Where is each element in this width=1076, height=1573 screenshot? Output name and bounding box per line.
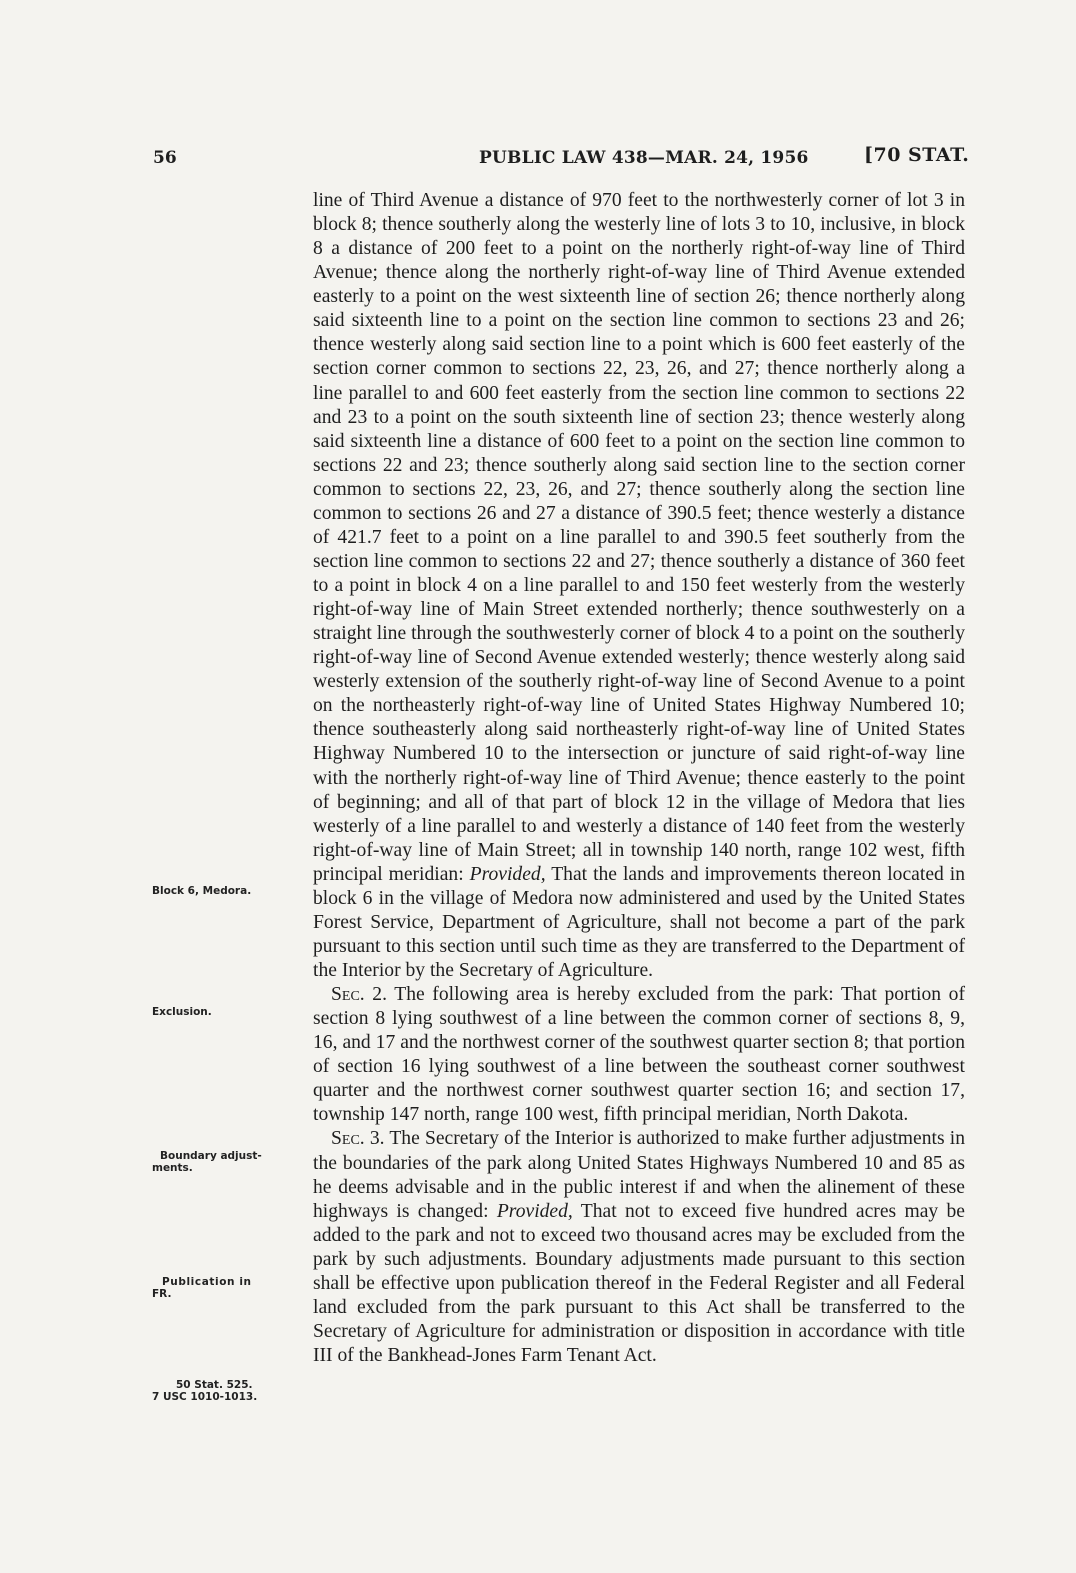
block6-proviso-text: That the lands and improvements thereon located in block 6 in the village of Medora now administered and used by the United States Forest Service, Department of Agriculture, shall not become a part of the park pursuant to this section until such time as they are transferred to the Department of the Interior by the Secretary of Agriculture. <box>313 863 965 981</box>
section-2 <box>313 983 965 1127</box>
margin-note-exclusion: Exclusion. <box>152 1006 212 1018</box>
statute-body <box>313 189 965 1368</box>
section-3-proviso-text: That not to exceed five hundred acres may be added to the park and not to exceed two thousand acres may be excluded from the park by such adjustments. Boundary adjustments made pursuant to this section shall be effective upon publication thereof in the Federal Register and all Federal land excluded from the park pursuant to this Act shall be transferred to the Secretary of Agriculture for administration or disposition in accordance with title III of the Bankhead-Jones Farm Tenant Act. <box>313 1200 965 1366</box>
statute-reference: [70 STAT. <box>864 144 970 166</box>
running-head: PUBLIC LAW 438—MAR. 24, 1956 <box>479 148 809 168</box>
boundary-description-text: line of Third Avenue a distance of 970 feet to the northwesterly corner of lot 3 in block 8; thence southerly along the westerly line of lots 3 to 10, inclusive, in block 8 a distance of 200 feet to a point on the northerly right-of-way line of Third Avenue; thence along the northerly right-of-way line of Third Avenue extended easterly to a point on the west sixteenth line of section 26; thence northerly along said sixteenth line to a point on the section line common to sections 23 and 26; thence westerly along said section line to a point which is 600 feet easterly of the section corner common to sections 22, 23, 26, and 27; thence northerly along a line parallel to and 600 feet easterly from the section line common to sections 22 and 23 to a point on the south sixteenth line of section 23; thence westerly along said sixteenth line a distance of 600 feet to a point on the section line common to sections 22 and 23; thence southerly along said section line to the section corner common to sections 22, 23, 26, and 27; thence southerly along the section line common to sections 26 and 27 a distance of 390.5 feet; thence westerly a distance of 421.7 feet to a point on a line parallel to and 390.5 feet southerly from the section line common to sections 22 and 27; thence southerly a distance of 360 feet to a point in block 4 on a line parallel to and 150 feet westerly from the westerly right-of-way line of Main Street extended northerly; thence southwesterly on a straight line through the southwesterly corner of block 4 to a point on the southerly right-of-way line of Second Avenue extended westerly; thence westerly along said westerly extension of the southerly right-of-way line of Second Avenue to a point on the northeasterly right-of-way line of United States Highway Numbered 10; thence southeasterly along said northeasterly right-of-way line of United States Highway Numbered 10 to the intersection or juncture of said right-of-way line with the northerly right-of-way line of Third Avenue; thence easterly to the point of beginning; and all of that part of block 12 in the village of Medora that lies westerly of a line parallel to and westerly a distance of 140 feet from the westerly right-of-way line of Main Street; all in township 140 north, range 102 west, fifth principal meridian: <box>313 190 965 885</box>
provided-keyword: Provided, <box>496 1200 573 1222</box>
paragraph-boundary-description <box>313 189 965 983</box>
section-2-label: Sec. 2. <box>331 984 387 1006</box>
margin-note-block6: Block 6, Medora. <box>152 885 252 897</box>
section-3 <box>313 1127 965 1368</box>
bleed-through-mark <box>180 525 290 537</box>
provided-keyword: Provided, <box>469 863 546 885</box>
section-3-label: Sec. 3. <box>331 1128 385 1150</box>
section-2-text: The following area is hereby excluded from the park: That portion of section 8 lying southwest of a line between the common corner of sections 8, 9, 16, and 17 and the northwest corner of the southwest quarter section 8; that portion of section 16 lying southwest of a line between the southeast corner southwest quarter and the northwest corner southwest quarter section 16; and section 17, township 147 north, range 100 west, fifth principal meridian, North Dakota. <box>313 984 965 1126</box>
margin-note-publication: Publication in FR. <box>152 1276 252 1300</box>
margin-note-boundary-adjustments: Boundary adjust- ments. <box>152 1150 262 1174</box>
page-number: 56 <box>153 148 177 168</box>
section-3-text: The Secretary of the Interior is authorized to make further adjustments in the boundaries of the park along United States Highways Numbered 10 and 85 as he deems advisable and in the public interest if and when the alinement of these highways is changed: <box>313 1128 965 1222</box>
margin-note-citation: 50 Stat. 525. 7 USC 1010-1013. <box>152 1379 258 1403</box>
